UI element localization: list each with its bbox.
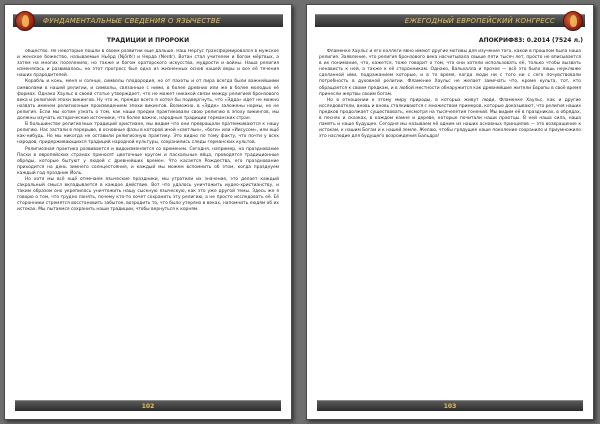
running-header-title: ЕЖЕГОДНЫЙ ЕВРОПЕЙСКИЙ КОНГРЕСС xyxy=(404,17,555,25)
page-number: 102 xyxy=(141,402,155,410)
running-header-title: ФУНДАМЕНТАЛЬНЫЕ СВЕДЕНИЯ О ЯЗЫЧЕСТВЕ xyxy=(43,17,221,25)
body-paragraph: В большинстве религиозных традиций христиане, мы видим что они превращали пратемкиваются к нашу религию. Нас застали в перерыве, в основные фазы в которой иной «светлые», «боги» или «Иисусом», или ещё как-нибудь. Но мы никогда не оставили религиозную практику. Это видно по тому факту, что почти у всех народов, придерживающихся традиций народной культуры, сохранились следы германских культов. xyxy=(17,122,279,146)
flame-emblem-icon xyxy=(15,11,35,31)
body-paragraph: Фламенке Хаульс и его коллеги явно имеют другие мотивы для изучения того, какой в прошлом была наша религия. Заявление, что религия бронзового века насчитывала свыше пяти тысяч лет, просто не вписывается в их понимание, что, кажется, тоже говорит о том, что они хотели использовать её, только чтобы вызвать ненависть к ней, а также к её сторонникам. Однако, Вальхалла и прочее — всё это было лишь неуклюже сделанной ими, подражанием которые, и в то время, когда люди ни с того ни с сего почувствовали потребность в духовной религии. Фламенке Хаульс не желает замечать что, кроме культа, тот, кто обращается к своим предкам, и в любой местности обнаружится как древнейшие жители Европы в своё время принесли жертвы своим богам. xyxy=(319,49,581,97)
page-body-text xyxy=(319,49,581,391)
page-number: 103 xyxy=(443,402,457,410)
body-paragraph: Религиозная практика развивается и видоизменяется со временем. Сегодня, например, на празднование Пасхи в европейских странах приносят цветочные кругом и пасхальные яйца, проводятся традиционные обряды, которые бытуют у людей с древнейших времен. Что касается Рождества, его празднование приходится на день зимнего солнцестояния, и каждый мы можем вспомнить об этом, когда празднуем каждый год праздник Йоль. xyxy=(17,146,279,176)
right-page xyxy=(306,4,594,420)
section-title: ТРАДИЦИИ И ПРОРОКИ xyxy=(106,37,190,44)
footer-bar xyxy=(317,400,583,411)
body-paragraph: Корабль и конь, меня и солнце, символы плодородия, но от пахоты и от пира всегда были важнейшими символами в нашей религии, и символы, связанные с ними, в более древних или же в более молодых её формах. Однако Хаульс в своей статье утверждает, что не может никакой связи между религией бронзового века и религией эпохи викингов. Ну что ж, прежде всего я хотел бы подвергнуть, что «Эдда» идет не можно назвать именем религиозным произведением эпохи викингов. Возможно, в «Эдде» заложены нормы, но не религия. Если мы хотим узнать о том, как наши предки практиковали свою религию в эпоху викингов, мы должны изучать исторические источники, что более важно, народные традиции германских стран. xyxy=(17,79,279,122)
page-body-text xyxy=(17,49,279,391)
section-title: АПОКРИФ83: 0.2014 (7524 л.) xyxy=(478,37,583,44)
body-paragraph: Но в отношении к этому миру природы, в которых живут люди, Фламенке Хаульс, как и другие исследователи, вновь и вновь сталкиваются с множеством примеров, которые доказывают, что религия наших предков продолжает существовать, несмотря на тысячелетия гонений. Мы видим её в праздниках, в обрядах, в песнях и сказках, в каждом камне и дереве, которые почитали наши праотцы. В ней наша сила, наша память и наше будущее. Сегодня мы называем её одним из наших основных принципов — это возвращение к истокам, к нашим Богам и к нашей земле. Желаю, чтобы грядущее наше поколение сохранило и приумножило это наследие для будущего возрождения Бальдра! xyxy=(319,97,581,140)
footer-bar xyxy=(15,400,281,411)
body-paragraph: Но хотя мы всё ещё отмечаем языческие праздники, мы утратили их значение, это делает каждый сакральный смысл вкладывается в каждое действие. Вот что удалось уничтожить иудео-христианству, и таким образом оно укрепилось уничтожить нашу сыскную языческую, как это уже другой темы. Здесь же я говорю о том, что трудно понять, почему кто-то хочет сохранить эту религию, а не просто исследовать её. Её сторонники стремятся восстановить забытое, возродить то, что было утеряно в веках, напомнить людям об их истоках. Мы пытаемся сохранить наши традиции, чтобы вернуться к корням. xyxy=(17,176,279,213)
header-band xyxy=(13,11,283,31)
header-band xyxy=(315,11,585,31)
body-paragraph: общество. Не некоторые пошли в своём развитии ещё дальше. Наш Нергус трансформировался в мужское и женское божество, называемые Ньёрд (Njörðr) и Нерда (Nerdr). Вотан стал учителем и богом мёртвых, а затем на многих поселениях, но также и богом ораторского искусства, мудрости и войны. Наша религия изменялась и развивалась, но этот прогресс был одна из жизненных основ нашей веры и все её течения наших прародителей. xyxy=(17,49,279,79)
left-page xyxy=(4,4,292,420)
flame-emblem-icon xyxy=(563,11,583,31)
